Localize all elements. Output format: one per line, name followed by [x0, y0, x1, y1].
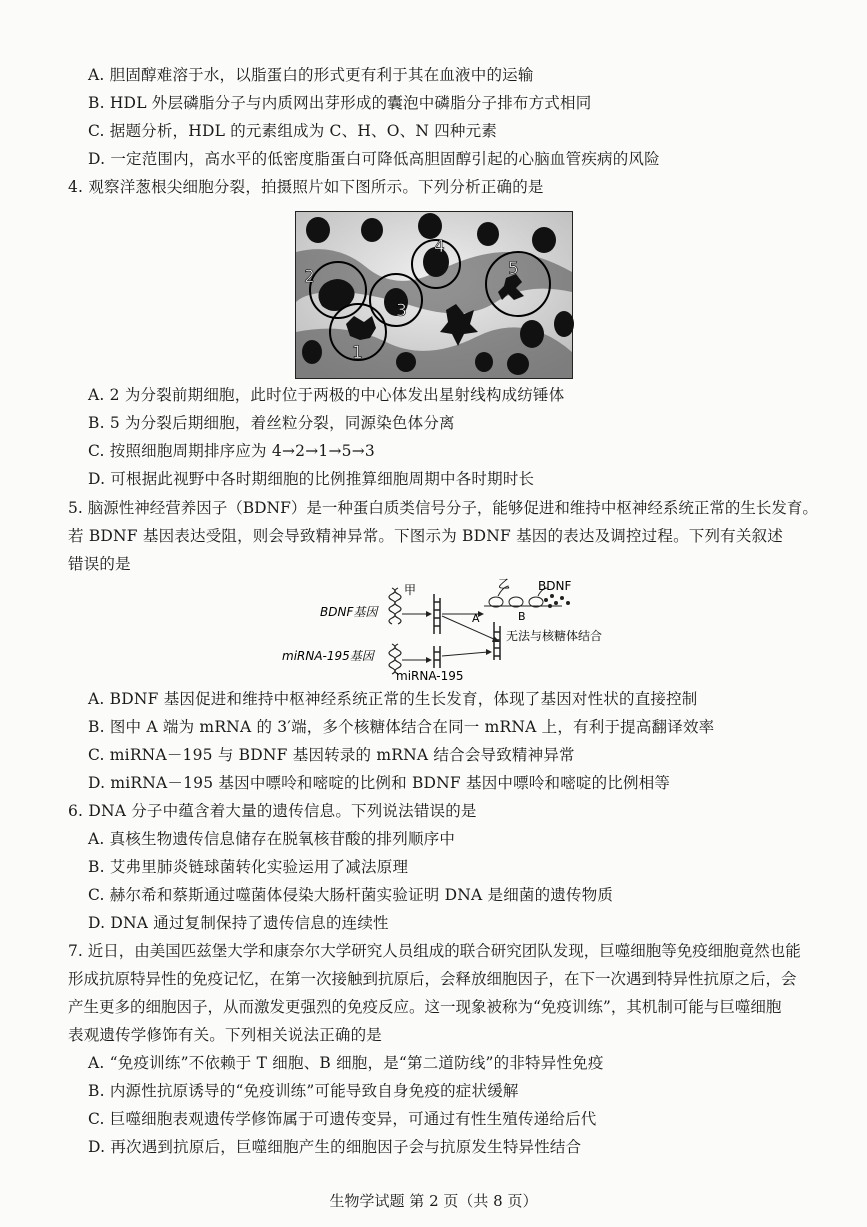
process-jia-label: 甲 — [404, 583, 417, 597]
process-yi-label: 乙 — [498, 577, 511, 591]
cell-label-2: 2 — [304, 267, 315, 287]
mirna-195-strand — [434, 646, 440, 668]
cell-label-5: 5 — [508, 259, 519, 279]
q4-option-d: D. 可根据此视野中各时期细胞的比例推算细胞周期中各时期时长 — [88, 470, 535, 488]
dna-helix-1 — [389, 588, 401, 624]
bdnf-product-label: BDNF — [538, 579, 572, 593]
mirna-195-label: miRNA-195 — [396, 669, 464, 683]
cell-label-4: 4 — [434, 237, 445, 257]
q7-option-d: D. 再次遇到抗原后，巨噬细胞产生的细胞因子会与抗原发生特异性结合 — [88, 1138, 582, 1156]
q4-option-b: B. 5 为分裂后期细胞，着丝粒分裂，同源染色体分离 — [88, 414, 455, 432]
q4-option-c: C. 按照细胞周期排序应为 4→2→1→5→3 — [88, 442, 375, 460]
q6-option-b: B. 艾弗里肺炎链球菌转化实验运用了减法原理 — [88, 858, 409, 876]
q5-stem-line-2: 若 BDNF 基因表达受阻，则会导致精神异常。下图示为 BDNF 基因的表达及调控过程。下列有关叙述 — [68, 527, 783, 545]
arrow-mirna-binding — [442, 652, 488, 656]
onion-root-tip-micrograph — [295, 211, 573, 379]
mirna-gene-label: miRNA-195基因 — [282, 649, 374, 663]
q5-option-a: A. BDNF 基因促进和维持中枢神经系统正常的生长发育，体现了基因对性状的直接控制 — [88, 690, 698, 708]
end-b-label: B — [518, 610, 526, 623]
q3-option-c: C. 据题分析，HDL 的元素组成为 C、H、O、N 四种元素 — [88, 122, 498, 140]
cell-label-3: 3 — [396, 301, 407, 321]
q5-option-d: D. miRNA－195 基因中嘌呤和嘧啶的比例和 BDNF 基因中嘌呤和嘧啶的比例相等 — [88, 774, 671, 792]
q4-stem: 4. 观察洋葱根尖细胞分裂，拍摄照片如下图所示。下列分析正确的是 — [68, 178, 544, 196]
q6-option-c: C. 赫尔希和蔡斯通过噬菌体侵染大肠杆菌实验证明 DNA 是细菌的遗传物质 — [88, 886, 614, 904]
bdnf-expression-diagram — [282, 576, 660, 683]
mrna-bdnf — [434, 594, 440, 634]
q7-option-c: C. 巨噬细胞表观遗传学修饰属于可遗传变异，可通过有性生殖传递给后代 — [88, 1110, 597, 1128]
q6-stem: 6. DNA 分子中蕴含着大量的遗传信息。下列说法错误的是 — [68, 802, 477, 820]
q7-stem-line-1: 7. 近日，由美国匹兹堡大学和康奈尔大学研究人员组成的联合研究团队发现，巨噬细胞等免疫细胞竟然也能 — [68, 942, 801, 960]
q5-stem-line-1: 5. 脑源性神经营养因子（BDNF）是一种蛋白质类信号分子，能够促进和维持中枢神经系统正常的生长发育。 — [68, 499, 818, 517]
q7-option-b: B. 内源性抗原诱导的“免疫训练”可能导致自身免疫的症状缓解 — [88, 1082, 519, 1100]
cell-label-1: 1 — [352, 343, 363, 363]
q3-option-d: D. 一定范围内，高水平的低密度脂蛋白可降低高胆固醇引起的心脑血管疾病的风险 — [88, 150, 660, 168]
arrow-to-block — [442, 616, 496, 640]
q4-option-a: A. 2 为分裂前期细胞，此时位于两极的中心体发出星射线构成纺锤体 — [88, 386, 565, 404]
q7-stem-line-4: 表观遗传学修饰有关。下列相关说法正确的是 — [68, 1026, 383, 1044]
q7-option-a: A. “免疫训练”不依赖于 T 细胞、B 细胞，是“第二道防线”的非特异性免疫 — [88, 1054, 604, 1072]
q5-option-c: C. miRNA－195 与 BDNF 基因转录的 mRNA 结合会导致精神异常 — [88, 746, 575, 764]
blocked-label: 无法与核糖体结合 — [506, 629, 603, 643]
q3-option-a: A. 胆固醇难溶于水，以脂蛋白的形式更有利于其在血液中的运输 — [88, 66, 534, 84]
q6-option-d: D. DNA 通过复制保持了遗传信息的连续性 — [88, 914, 389, 932]
q7-stem-line-2: 形成抗原特异性的免疫记忆，在第一次接触到抗原后，会释放细胞因子，在下一次遇到特异性抗原之后，会 — [68, 970, 797, 988]
bdnf-gene-label: BDNF基因 — [320, 605, 378, 619]
page-footer: 生物学试题 第 2 页（共 8 页） — [329, 1192, 538, 1210]
end-a-label: A — [472, 612, 480, 625]
micrograph-image — [296, 212, 572, 378]
q5-option-b: B. 图中 A 端为 mRNA 的 3′端，多个核糖体结合在同一 mRNA 上，有利于提高翻译效率 — [88, 718, 715, 736]
q6-option-a: A. 真核生物遗传信息储存在脱氧核苷酸的排列顺序中 — [88, 830, 456, 848]
q7-stem-line-3: 产生更多的细胞因子，从而激发更强烈的免疫反应。这一现象被称为“免疫训练”，其机制可能与巨噬细胞 — [68, 998, 782, 1016]
q5-stem-line-3: 错误的是 — [68, 555, 131, 573]
q3-option-b: B. HDL 外层磷脂分子与内质网出芽形成的囊泡中磷脂分子排布方式相同 — [88, 94, 592, 112]
